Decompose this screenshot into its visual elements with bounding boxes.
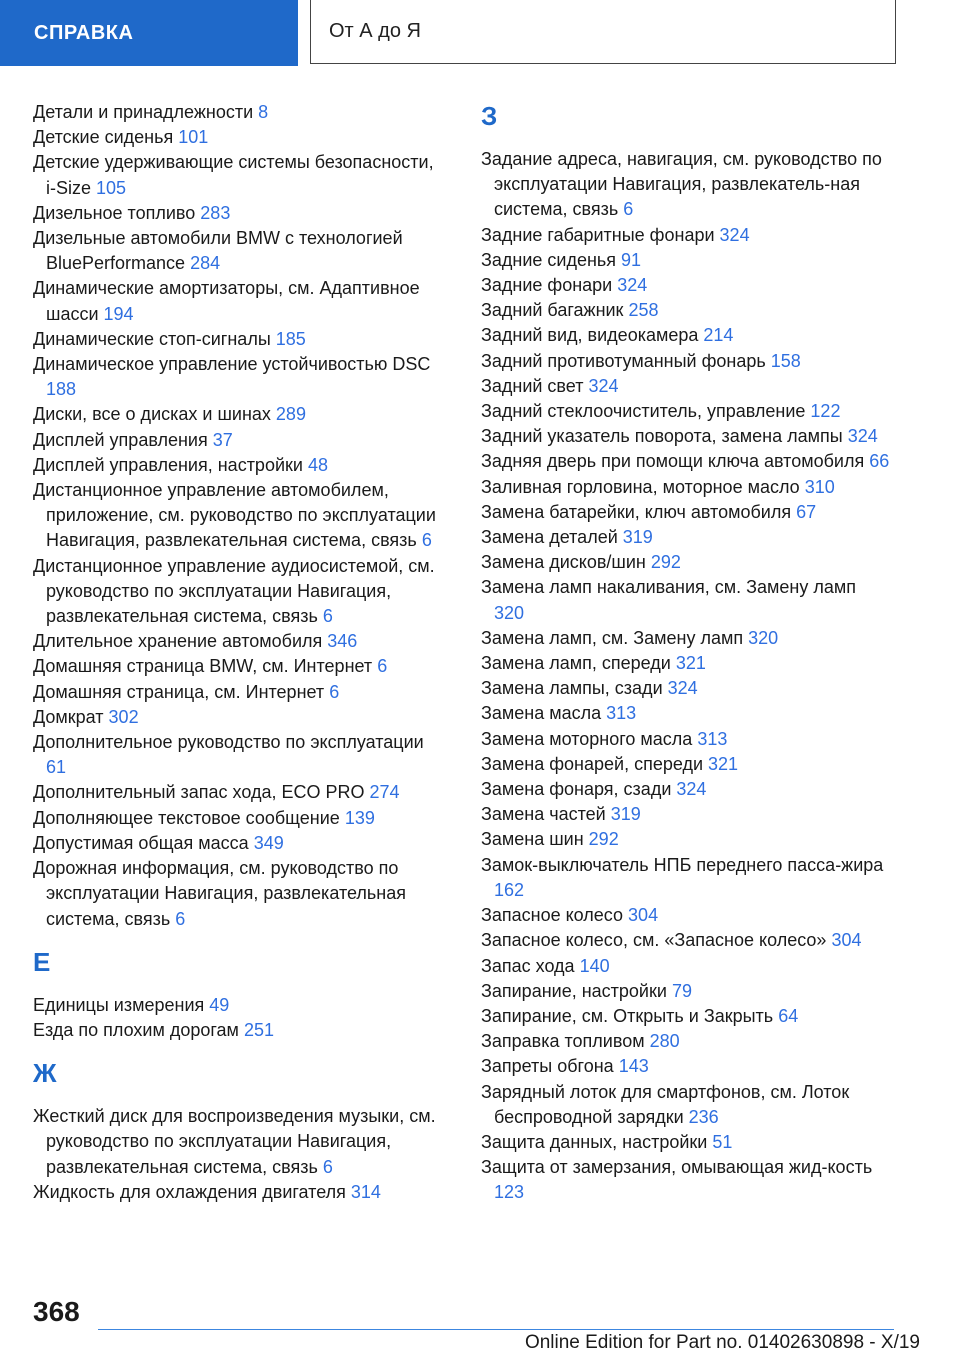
index-entry [481, 449, 891, 474]
index-entry-text: Детские сиденья [33, 127, 174, 148]
index-entry [481, 500, 891, 525]
page-reference-link[interactable]: 302 [108, 706, 139, 727]
index-entry [481, 399, 891, 424]
index-entry [481, 903, 891, 928]
index-entry [481, 298, 891, 323]
index-entry [481, 575, 891, 625]
index-entry-text: Замена фонаря, сзади [481, 779, 672, 800]
index-entry [33, 856, 443, 932]
index-entry [481, 1029, 891, 1054]
page-reference-link[interactable]: 49 [209, 994, 230, 1015]
index-entry-text: Запас хода [481, 955, 575, 976]
index-entry [33, 1104, 443, 1180]
section-tab: СПРАВКА [0, 0, 298, 66]
index-entry-text: Домкрат [33, 706, 104, 727]
page-reference-link[interactable]: 64 [778, 1005, 799, 1026]
page-reference-link[interactable]: 6 [322, 1156, 333, 1177]
index-entry-text: Дизельное топливо [33, 202, 196, 223]
index-entry [33, 654, 443, 679]
index-entry [481, 1130, 891, 1155]
index-entry-text: Запасное колесо [481, 905, 624, 926]
page-reference-link[interactable]: 320 [494, 602, 525, 623]
index-entry-text: Задний стеклоочиститель, управление [481, 401, 806, 422]
page-reference-link[interactable]: 321 [675, 653, 706, 674]
index-entry-text: Запреты обгона [481, 1056, 614, 1077]
page-reference-link[interactable]: 280 [649, 1031, 680, 1052]
index-entry [33, 150, 443, 200]
index-entry [481, 954, 891, 979]
page-reference-link[interactable]: 346 [327, 631, 358, 652]
page-reference-link[interactable]: 185 [275, 328, 306, 349]
index-entry [481, 752, 891, 777]
index-column-left [33, 100, 443, 1205]
page-reference-link[interactable]: 258 [628, 300, 659, 321]
index-entry-text: Динамические стоп-сигналы [33, 328, 271, 349]
page-reference-link[interactable]: 37 [212, 429, 233, 450]
page-reference-link[interactable]: 292 [588, 829, 619, 850]
index-entry-text: Задние сиденья [481, 249, 617, 270]
index-entry [481, 273, 891, 298]
index-entry-text: Замена шин [481, 829, 584, 850]
index-entry-text: Дисплей управления [33, 429, 208, 450]
index-entry-text: Дисплей управления, настройки [33, 454, 303, 475]
index-entry-text: Диски, все о дисках и шинах [33, 404, 271, 425]
index-entry-text: Замена дисков/шин [481, 552, 646, 573]
index-entry-text: Замена фонарей, спереди [481, 753, 704, 774]
index-entry [481, 374, 891, 399]
page-reference-link[interactable]: 319 [610, 804, 641, 825]
index-entry [481, 475, 891, 500]
index-entry-text: Езда по плохим дорогам [33, 1019, 239, 1040]
page-reference-link[interactable]: 122 [810, 401, 841, 422]
page-number: 368 [33, 1296, 80, 1327]
page-reference-link[interactable]: 324 [719, 224, 750, 245]
index-entry [481, 550, 891, 575]
index-column-right [481, 100, 891, 1206]
index-entry-text: Замена лампы, сзади [481, 678, 663, 699]
index-entry-text: Дистанционное управление аудиосистемой, см. руководство по эксплуатации Навигация, развлекательная система, связь [33, 555, 435, 627]
page-reference-link[interactable]: 283 [200, 202, 231, 223]
index-entry [481, 979, 891, 1004]
page-reference-link[interactable]: 313 [606, 703, 637, 724]
page-reference-link[interactable]: 214 [703, 325, 734, 346]
index-entry-text: Детские удерживающие системы безопасности, i-Size [33, 152, 434, 198]
page-reference-link[interactable]: 48 [307, 454, 328, 475]
index-entry [481, 525, 891, 550]
index-entry [481, 777, 891, 802]
index-entry [33, 705, 443, 730]
index-entry-text: Зарядный лоток для смартфонов, см. Лоток беспроводной зарядки [481, 1081, 850, 1127]
page-reference-link[interactable]: 6 [377, 656, 388, 677]
index-entry-text: Жидкость для охлаждения двигателя [33, 1181, 346, 1202]
index-entry-text: Замена частей [481, 804, 606, 825]
page-reference-link[interactable]: 324 [667, 678, 698, 699]
page-reference-link[interactable]: 6 [623, 199, 634, 220]
page-reference-link[interactable]: 304 [628, 905, 659, 926]
index-entry-text: Динамические амортизаторы, см. Адаптивное шасси [33, 278, 420, 324]
page-reference-link[interactable]: 6 [421, 530, 432, 551]
index-entry-text: Защита от замерзания, омывающая жид-кость [481, 1157, 873, 1178]
index-entry-text: Замена масла [481, 703, 602, 724]
index-entry-text: Замена ламп, спереди [481, 653, 671, 674]
page-reference-link[interactable]: 284 [190, 253, 221, 274]
page-reference-link[interactable]: 6 [329, 681, 340, 702]
chapter-title: От А до Я [310, 0, 896, 64]
index-entry-text: Допустимая общая масса [33, 832, 249, 853]
index-entry-text: Задний указатель поворота, замена лампы [481, 426, 843, 447]
page-reference-link[interactable]: 320 [748, 627, 779, 648]
page-reference-link[interactable]: 319 [622, 527, 653, 548]
index-entry [33, 327, 443, 352]
page-reference-link[interactable]: 79 [671, 980, 692, 1001]
index-entry-text: Запирание, настройки [481, 980, 667, 1001]
page-reference-link[interactable]: 274 [369, 782, 400, 803]
index-entry-text: Дополняющее текстовое сообщение [33, 807, 340, 828]
index-entry-text: Задний свет [481, 375, 584, 396]
index-entry [481, 323, 891, 348]
index-entry [33, 1018, 443, 1043]
index-entry [481, 651, 891, 676]
index-entry-text: Защита данных, настройки [481, 1131, 708, 1152]
footer-divider [98, 1329, 894, 1330]
page-reference-link[interactable]: 101 [178, 127, 209, 148]
page-reference-link[interactable]: 349 [253, 832, 284, 853]
index-entry-text: Задние фонари [481, 275, 613, 296]
index-entry [33, 780, 443, 805]
index-entry-text: Заправка топливом [481, 1031, 645, 1052]
page-reference-link[interactable]: 91 [621, 249, 642, 270]
index-entry [33, 100, 443, 125]
page-reference-link[interactable]: 251 [243, 1019, 274, 1040]
index-entry [33, 453, 443, 478]
index-entry [481, 701, 891, 726]
index-entry-text: Замена моторного масла [481, 728, 693, 749]
index-entry-text: Задание адреса, навигация, см. руководство по эксплуатации Навигация, развлекатель-ная система, связь [481, 149, 882, 220]
page-reference-link[interactable]: 139 [344, 807, 375, 828]
index-letter-heading: З [481, 101, 498, 131]
page-reference-link[interactable]: 314 [350, 1181, 381, 1202]
index-entry-text: Дизельные автомобили BMW с технологией BluePerformance [33, 228, 403, 274]
index-entry [33, 352, 443, 402]
index-entry [481, 223, 891, 248]
index-entry [481, 1155, 891, 1205]
index-entry-text: Дистанционное управление автомобилем, приложение, см. руководство по эксплуатации Навигация, развлекательная система, связь [33, 480, 436, 551]
page-reference-link[interactable]: 188 [46, 379, 77, 400]
index-entry-text: Замок-выключатель НПБ переднего пасса-жира [481, 854, 884, 875]
index-entry-text: Задние габаритные фонари [481, 224, 715, 245]
index-entry [481, 349, 891, 374]
index-entry [33, 428, 443, 453]
footer-edition-text: Online Edition for Part no. 01402630898 - X/19 [524, 1332, 920, 1353]
index-letter-heading: Е [33, 946, 51, 977]
page-reference-link[interactable]: 162 [494, 879, 525, 900]
index-entry-text: Запирание, см. Открыть и Закрыть [481, 1005, 774, 1026]
index-entry-text: Замена ламп, см. Замену ламп [481, 627, 744, 648]
page-reference-link[interactable]: 6 [322, 606, 333, 627]
index-entry-text: Жесткий диск для воспроизведения музыки, см. руководство по эксплуатации Навигация, развлекательная система, связь [33, 1106, 436, 1177]
index-entry [481, 1080, 891, 1130]
index-entry [33, 629, 443, 654]
page-reference-link[interactable]: 236 [688, 1106, 719, 1127]
index-entry [481, 827, 891, 852]
page-reference-link[interactable]: 324 [617, 275, 648, 296]
index-entry-text: Замена деталей [481, 527, 618, 548]
index-entry-text: Домашняя страница BMW, см. Интернет [33, 656, 373, 677]
page-reference-link[interactable]: 6 [175, 908, 186, 929]
index-entry [33, 226, 443, 276]
index-entry-text: Задний багажник [481, 300, 624, 321]
index-entry [33, 1180, 443, 1205]
index-entry [33, 680, 443, 705]
index-entry [481, 147, 891, 223]
page-reference-link[interactable]: 324 [847, 426, 878, 447]
index-entry-text: Динамическое управление устойчивостью DSC [33, 354, 431, 375]
index-entry-text: Замена ламп накаливания, см. Замену ламп [481, 577, 856, 598]
index-entry-text: Дополнительный запас хода, ECO PRO [33, 782, 365, 803]
index-entry [33, 831, 443, 856]
index-entry-text: Заливная горловина, моторное масло [481, 476, 800, 497]
index-entry [481, 1004, 891, 1029]
page-reference-link[interactable]: 313 [697, 728, 728, 749]
page-reference-link[interactable]: 194 [103, 303, 134, 324]
index-entry [33, 478, 443, 554]
index-entry-text: Длительное хранение автомобиля [33, 631, 323, 652]
index-entry [481, 727, 891, 752]
index-entry [481, 676, 891, 701]
index-entry [33, 993, 443, 1018]
page-reference-link[interactable]: 67 [796, 501, 817, 522]
index-entry [481, 853, 891, 903]
index-entry [33, 402, 443, 427]
index-entry [481, 928, 891, 953]
page-reference-link[interactable]: 61 [46, 757, 67, 778]
index-entry-text: Задняя дверь при помощи ключа автомобиля [481, 451, 865, 472]
index-entry [481, 802, 891, 827]
page-reference-link[interactable]: 66 [869, 451, 890, 472]
index-entry [481, 248, 891, 273]
index-entry-text: Дорожная информация, см. руководство по эксплуатации Навигация, развлекательная система, связь [33, 858, 406, 929]
page-reference-link[interactable]: 324 [588, 375, 619, 396]
page-header [0, 0, 960, 66]
page-reference-link[interactable]: 158 [770, 350, 801, 371]
page-reference-link[interactable]: 289 [275, 404, 306, 425]
index-entry-text: Дополнительное руководство по эксплуатации [33, 732, 424, 753]
page-reference-link[interactable]: 123 [494, 1182, 525, 1203]
index-entry-text: Домашняя страница, см. Интернет [33, 681, 325, 702]
page-reference-link[interactable]: 51 [712, 1131, 733, 1152]
index-entry-text: Задний противотуманный фонарь [481, 350, 766, 371]
page-reference-link[interactable]: 324 [676, 779, 707, 800]
page-reference-link[interactable]: 310 [804, 476, 835, 497]
index-entry [481, 424, 891, 449]
page-reference-link[interactable]: 140 [579, 955, 610, 976]
index-entry-text: Запасное колесо, см. «Запасное колесо» [481, 930, 827, 951]
page-reference-link[interactable]: 292 [650, 552, 681, 573]
index-entry [33, 806, 443, 831]
page-reference-link[interactable]: 321 [708, 753, 739, 774]
page-reference-link[interactable]: 8 [258, 102, 269, 122]
index-entry-text: Задний вид, видеокамера [481, 325, 699, 346]
index-entry-text: Замена батарейки, ключ автомобиля [481, 501, 792, 522]
page-reference-link[interactable]: 105 [96, 177, 127, 198]
index-entry [33, 276, 443, 326]
index-entry [481, 626, 891, 651]
index-letter-heading: Ж [33, 1058, 57, 1089]
index-entry [33, 554, 443, 630]
index-entry [481, 1054, 891, 1079]
index-entry [33, 730, 443, 780]
index-entry-text: Детали и принадлежности [33, 102, 254, 122]
index-entry-text: Единицы измерения [33, 994, 205, 1015]
index-entry [33, 125, 443, 150]
page-reference-link[interactable]: 143 [618, 1056, 649, 1077]
index-entry [33, 201, 443, 226]
page-reference-link[interactable]: 304 [831, 930, 862, 951]
